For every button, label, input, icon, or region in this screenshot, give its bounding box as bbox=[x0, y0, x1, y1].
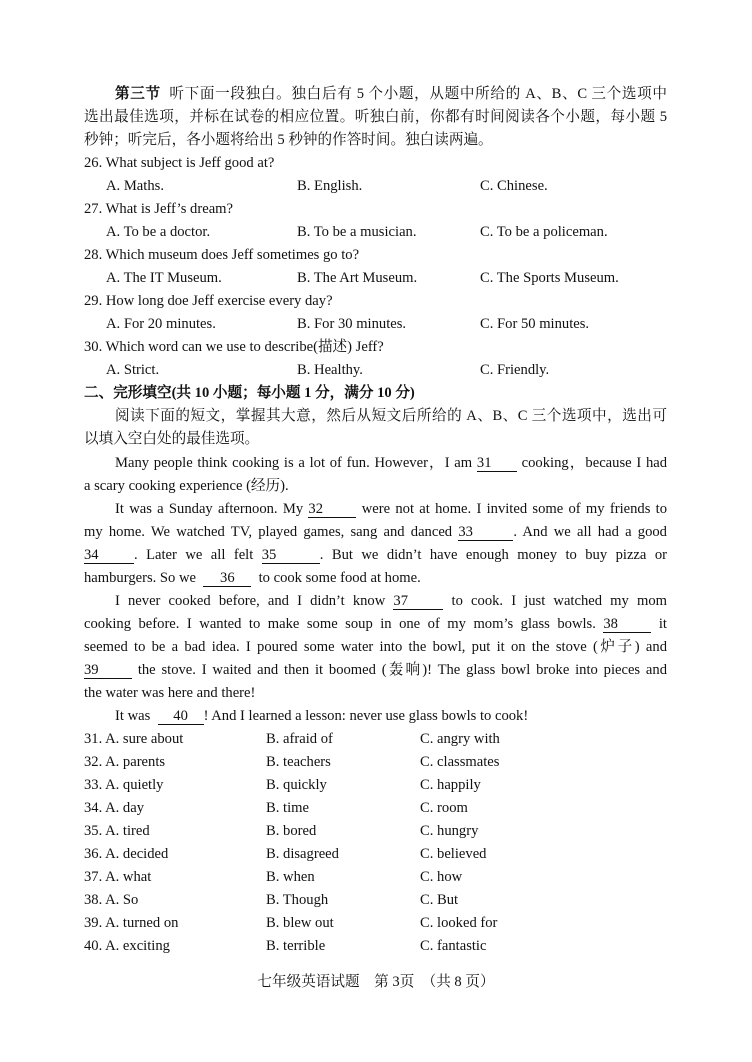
cloze-option-a[interactable]: 40. A. exciting bbox=[84, 938, 170, 954]
passage-p3-line1: I never cooked before, and I didn’t know 37 to cook. I just watched my mom bbox=[115, 593, 667, 609]
cloze-instruction-2: 以填入空白处的最佳选项。 bbox=[84, 431, 260, 447]
cloze-option-b[interactable]: B. when bbox=[266, 869, 315, 885]
cloze-option-c[interactable]: C. classmates bbox=[420, 754, 500, 770]
cloze-option-a[interactable]: 34. A. day bbox=[84, 800, 144, 816]
listening-option-a[interactable]: A. For 20 minutes. bbox=[106, 316, 216, 332]
listening-option-b[interactable]: B. English. bbox=[297, 178, 363, 194]
cloze-option-a[interactable]: 31. A. sure about bbox=[84, 731, 184, 747]
page-footer: 七年级英语试题 第 3页 （共 8 页） bbox=[257, 974, 495, 990]
cloze-option-b[interactable]: B. Though bbox=[266, 892, 329, 908]
blank-39[interactable]: 39 bbox=[84, 663, 132, 679]
cloze-instruction-1: 阅读下面的短文，掌握其大意，然后从短文后所给的 A、B、C 三个选项中，选出可 bbox=[115, 408, 667, 424]
cloze-option-b[interactable]: B. disagreed bbox=[266, 846, 339, 862]
listening-option-c[interactable]: C. Chinese. bbox=[480, 178, 548, 194]
passage-p1-line2: a scary cooking experience (经历). bbox=[84, 478, 289, 494]
blank-35[interactable]: 35 bbox=[262, 548, 320, 564]
cloze-option-a[interactable]: 39. A. turned on bbox=[84, 915, 179, 931]
cloze-option-b[interactable]: B. afraid of bbox=[266, 731, 333, 747]
section3-line1 bbox=[115, 85, 667, 103]
blank-33[interactable]: 33 bbox=[458, 525, 513, 541]
section3-text1: 听下面一段独白。独白后有 5 个小题，从题中所给的 A、B、C 三个选项中 bbox=[169, 86, 667, 102]
blank-38[interactable]: 38 bbox=[603, 617, 651, 633]
passage-p3-line3: seemed to be a bad idea. I poured some water into the bowl, put it on the stove (炉子) and bbox=[84, 639, 667, 655]
passage-p2-line1: It was a Sunday afternoon. My 32 were not at home. I invited some of my friends to bbox=[115, 501, 668, 517]
listening-option-c[interactable]: C. Friendly. bbox=[480, 362, 550, 378]
listening-option-a[interactable]: A. The IT Museum. bbox=[106, 270, 222, 286]
cloze-option-c[interactable]: C. hungry bbox=[420, 823, 479, 839]
passage-p4-line1: It was 40 ! And I learned a lesson: never use glass bowls to cook! bbox=[115, 708, 529, 724]
blank-32[interactable]: 32 bbox=[308, 502, 356, 518]
cloze-option-a[interactable]: 36. A. decided bbox=[84, 846, 169, 862]
cloze-option-c[interactable]: C. angry with bbox=[420, 731, 500, 747]
blank-36[interactable]: 36 bbox=[203, 571, 251, 587]
cloze-option-a[interactable]: 38. A. So bbox=[84, 892, 139, 908]
passage-p2-line2: my home. We watched TV, played games, sang and danced 33 . And we all had a good bbox=[84, 524, 667, 540]
cloze-option-c[interactable]: C. believed bbox=[420, 846, 487, 862]
cloze-option-a[interactable]: 35. A. tired bbox=[84, 823, 150, 839]
cloze-option-c[interactable]: C. room bbox=[420, 800, 468, 816]
listening-option-b[interactable]: B. To be a musician. bbox=[297, 224, 417, 240]
cloze-option-b[interactable]: B. teachers bbox=[266, 754, 331, 770]
passage-p1-line1: Many people think cooking is a lot of fun. However，I am 31 cooking，because I had bbox=[115, 455, 668, 471]
passage-p3-line2: cooking before. I wanted to make some soup in one of my mom’s glass bowls. 38 it bbox=[84, 616, 667, 632]
listening-option-a[interactable]: A. Maths. bbox=[106, 178, 164, 194]
listening-option-c[interactable]: C. For 50 minutes. bbox=[480, 316, 590, 332]
passage-p2-line3: 34 . Later we all felt 35 . But we didn’t have enough money to buy pizza or bbox=[84, 547, 667, 563]
cloze-option-a[interactable]: 32. A. parents bbox=[84, 754, 166, 770]
listening-option-a[interactable]: A. Strict. bbox=[106, 362, 160, 378]
section3-line3: 秒钟；听完后，各小题将给出 5 秒钟的作答时间。独白读两遍。 bbox=[84, 132, 493, 148]
blank-34[interactable]: 34 bbox=[84, 548, 134, 564]
listening-question: 26. What subject is Jeff good at? bbox=[84, 155, 275, 171]
cloze-option-b[interactable]: B. blew out bbox=[266, 915, 334, 931]
blank-40[interactable]: 40 bbox=[158, 709, 204, 725]
passage-p2-line4: hamburgers. So we 36 to cook some food at home. bbox=[84, 570, 421, 586]
cloze-option-a[interactable]: 37. A. what bbox=[84, 869, 152, 885]
cloze-option-b[interactable]: B. time bbox=[266, 800, 309, 816]
cloze-option-c[interactable]: C. how bbox=[420, 869, 463, 885]
cloze-option-b[interactable]: B. quickly bbox=[266, 777, 327, 793]
listening-question: 28. Which museum does Jeff sometimes go to? bbox=[84, 247, 360, 263]
section3-line2: 选出最佳选项，并标在试卷的相应位置。听独白前，你都有时间阅读各个小题，每小题 5 bbox=[84, 109, 667, 125]
passage-p3-line4: 39 the stove. I waited and then it boomed (轰响)! The glass bowl broke into pieces and bbox=[84, 662, 668, 678]
cloze-heading: 二、完形填空(共 10 小题；每小题 1 分，满分 10 分) bbox=[84, 385, 415, 401]
listening-option-c[interactable]: C. The Sports Museum. bbox=[480, 270, 619, 286]
listening-option-b[interactable]: B. For 30 minutes. bbox=[297, 316, 407, 332]
blank-37[interactable]: 37 bbox=[393, 594, 443, 610]
cloze-option-b[interactable]: B. bored bbox=[266, 823, 317, 839]
cloze-option-c[interactable]: C. But bbox=[420, 892, 459, 908]
listening-option-c[interactable]: C. To be a policeman. bbox=[480, 224, 608, 240]
section3-label: 第三节 bbox=[115, 86, 161, 102]
listening-option-a[interactable]: A. To be a doctor. bbox=[106, 224, 211, 240]
cloze-option-c[interactable]: C. happily bbox=[420, 777, 481, 793]
listening-question: 29. How long doe Jeff exercise every day? bbox=[84, 293, 333, 309]
listening-option-b[interactable]: B. Healthy. bbox=[297, 362, 363, 378]
passage-p3-line5: the water was here and there! bbox=[84, 685, 256, 701]
listening-question: 27. What is Jeff’s dream? bbox=[84, 201, 234, 217]
blank-31[interactable]: 31 bbox=[477, 456, 517, 472]
listening-question: 30. Which word can we use to describe(描述) Jeff? bbox=[84, 339, 384, 355]
cloze-option-c[interactable]: C. fantastic bbox=[420, 938, 487, 954]
cloze-option-c[interactable]: C. looked for bbox=[420, 915, 498, 931]
cloze-option-a[interactable]: 33. A. quietly bbox=[84, 777, 164, 793]
cloze-option-b[interactable]: B. terrible bbox=[266, 938, 326, 954]
listening-option-b[interactable]: B. The Art Museum. bbox=[297, 270, 418, 286]
